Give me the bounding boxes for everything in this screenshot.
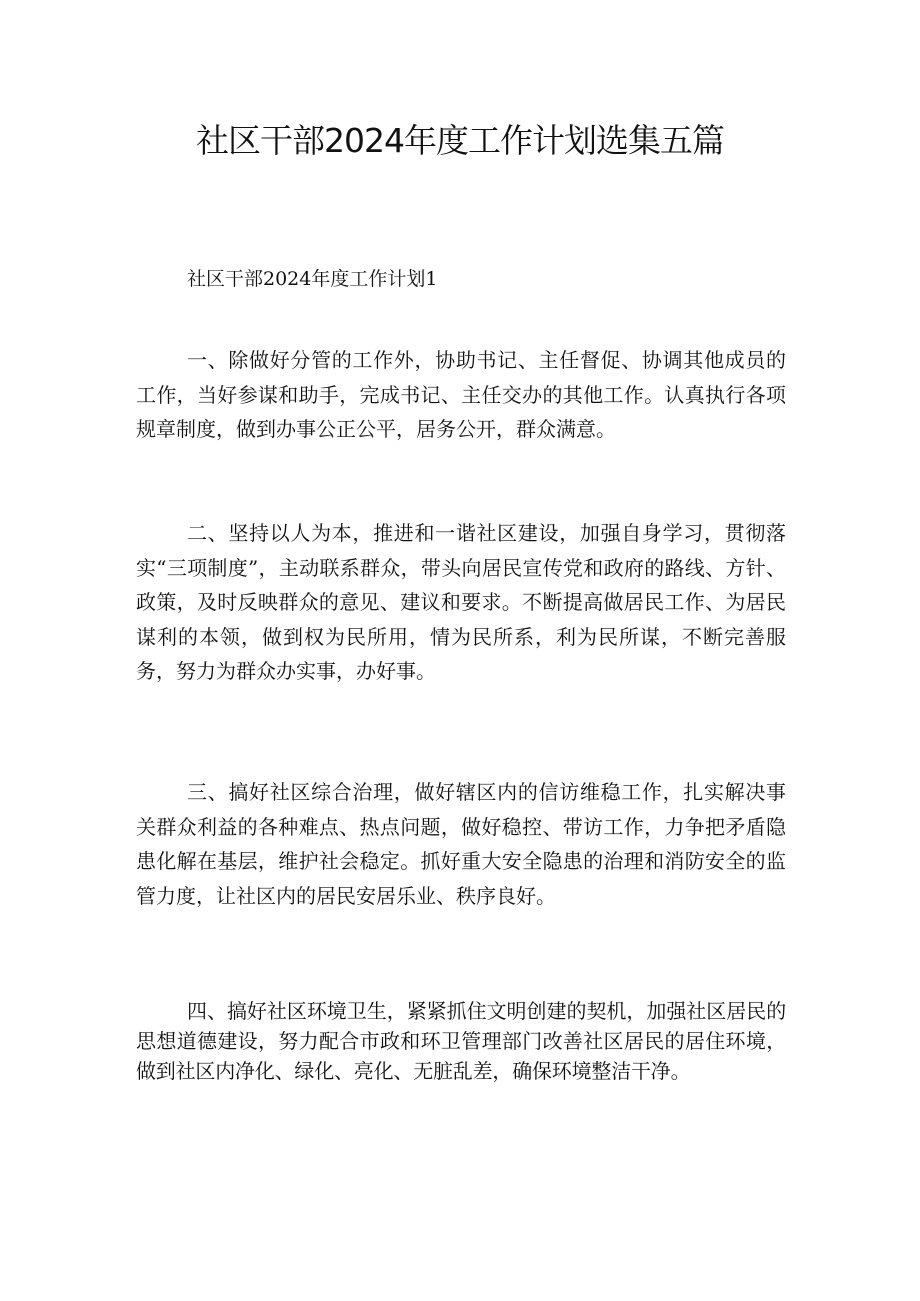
paragraph-2: 二、坚持以人为本，推进和一谐社区建设，加强自身学习，贯彻落实“三项制度”，主动联系群众，带头向居民宣传党和政府的路线、方针、政策，及时反映群众的意见、建议和要求。不断提高做居民工作、为居民谋利的本领，做到权为民所用，情为民所系，利为民所谋，不断完善服务，努力为群众办实事，办好事。 [136, 521, 786, 683]
document-title: 社区干部2024年度工作计划选集五篇 [196, 121, 724, 160]
paragraph-4: 四、搞好社区环境卫生，紧紧抓住文明创建的契机，加强社区居民的思想道德建设，努力配合市政和环卫管理部门改善社区居民的居住环境，做到社区内净化、绿化、亮化、无脏乱差，确保环境整洁干净。 [136, 999, 786, 1083]
paragraph-3: 三、搞好社区综合治理，做好辖区内的信访维稳工作，扎实解决事关群众利益的各种难点、热点问题，做好稳控、带访工作，力争把矛盾隐患化解在基层，维护社会稳定。抓好重大安全隐患的治理和消防安全的监管力度，让社区内的居民安居乐业、秩序良好。 [136, 780, 786, 908]
paragraph-1: 一、除做好分管的工作外，协助书记、主任督促、协调其他成员的工作，当好参谋和助手，完成书记、主任交办的其他工作。认真执行各项规章制度，做到办事公正公平，居务公开，群众满意。 [136, 348, 786, 441]
section-heading: 社区干部2024年度工作计划1 [187, 268, 438, 290]
